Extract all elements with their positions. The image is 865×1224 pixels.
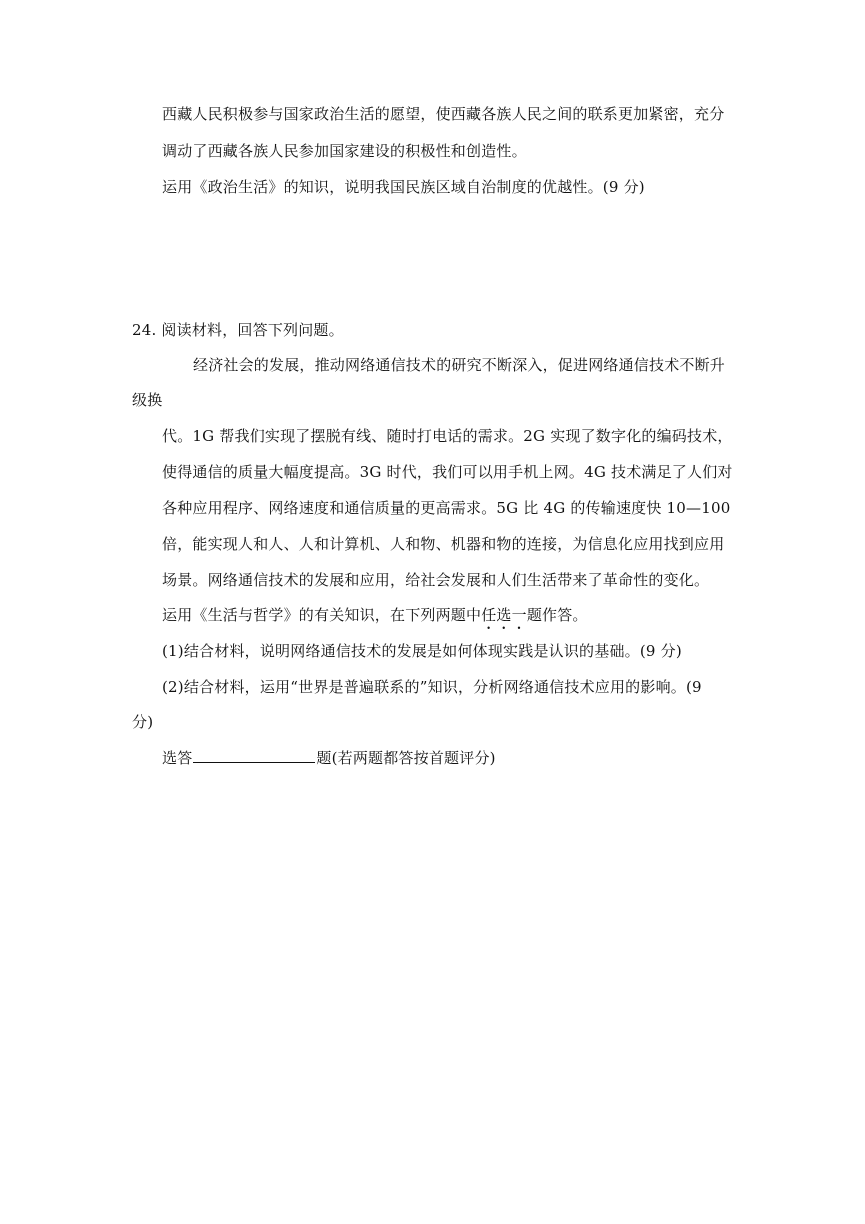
choice-blank-field[interactable]: [193, 748, 315, 763]
q24-choice-line: [162, 748, 496, 768]
q24-instruction-post: 题作答。: [526, 606, 588, 624]
q24-subquestion-2: (2)结合材料，运用“世界是普遍联系的”知识，分析网络通信技术应用的影响。(9: [162, 678, 702, 696]
q24-subquestion-1: (1)结合材料，说明网络通信技术的发展是如何体现实践是认识的基础。(9 分): [162, 642, 682, 660]
q24-material-line-5: 各种应用程序、网络速度和通信质量的更高需求。5G 比 4G 的传输速度快 10—100: [162, 499, 731, 517]
q24-subquestion-2-cont: 分): [132, 713, 154, 731]
q23-material-line-2: 调动了西藏各族人民参加国家建设的积极性和创造性。: [162, 142, 527, 160]
q24-material-line-1: 经济社会的发展，推动网络通信技术的研究不断深入，促进网络通信技术不断升: [193, 356, 726, 374]
q24-instruction-pre: 运用《生活与哲学》的有关知识，在下列两题中: [162, 606, 482, 624]
q23-question: 运用《政治生活》的知识，说明我国民族区域自治制度的优越性。(9 分): [162, 178, 645, 196]
q24-material-line-7: 场景。网络通信技术的发展和应用，给社会发展和人们生活带来了革命性的变化。: [162, 571, 710, 589]
q24-material-line-2: 级换: [132, 391, 163, 409]
q24-material-line-6: 倍，能实现人和人、人和计算机、人和物、机器和物的连接，为信息化应用找到应用: [162, 535, 725, 553]
q24-material-line-4: 使得通信的质量大幅度提高。3G 时代，我们可以用手机上网。4G 技术满足了人们对: [162, 463, 733, 481]
choice-note: 题(若两题都答按首题评分): [316, 749, 496, 767]
q24-instruction: [162, 605, 588, 633]
choice-label: 选答: [162, 749, 193, 767]
q23-material-line-1: 西藏人民积极参与国家政治生活的愿望，使西藏各族人民之间的联系更加紧密，充分: [162, 105, 725, 123]
q24-instruction-emphasis: 任选一: [481, 606, 527, 624]
q24-material-line-3: 代。1G 帮我们实现了摆脱有线、随时打电话的需求。2G 实现了数字化的编码技术，: [162, 427, 733, 445]
q24-heading: 24. 阅读材料，回答下列问题。: [132, 321, 344, 339]
